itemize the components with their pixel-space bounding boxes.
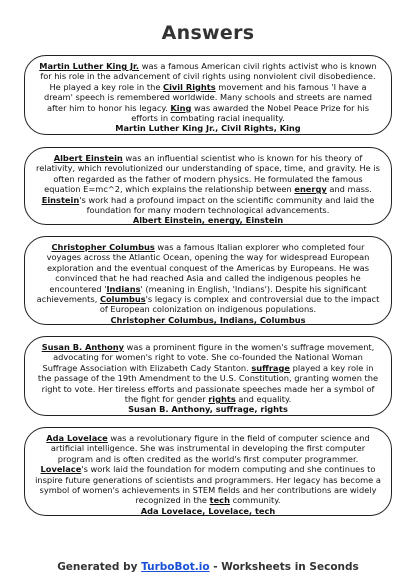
keyword: Lovelace	[40, 464, 82, 475]
answer-key: Christopher Columbus, Indians, Columbus	[110, 314, 306, 325]
paragraph-text: community.	[229, 495, 281, 506]
paragraph-text: and equality.	[235, 394, 292, 405]
keyword: Columbus	[99, 294, 146, 305]
page-title: Answers	[161, 22, 255, 44]
answer-card	[24, 336, 392, 416]
footer-suffix: - Worksheets in Seconds	[209, 561, 359, 573]
paragraph-text: was a revolutionary figure in the field of computer science and artificial intelligence. She was instrumental in developing the first computer program and is often credited as the world's first computer programmer.	[50, 433, 370, 464]
keyword: Ada Lovelace	[46, 433, 108, 443]
card-text	[38, 342, 378, 404]
keyword: Susan B. Anthony	[41, 342, 125, 352]
card-text	[36, 153, 380, 215]
footer-prefix: Generated by	[57, 561, 142, 573]
paragraph-text: played a key role in the passage of the 19th Amendment to the U.S. Constitution, granting women the right to vote. Her tireless efforts and passionate speeches made her a symbol of the fight for gender	[37, 362, 379, 405]
paragraph-text: ' (meaning in English, 'Indians'). Despite his significant achievements,	[36, 283, 367, 305]
keyword: Albert Einstein	[53, 153, 123, 163]
keyword: Christopher Columbus	[51, 242, 155, 252]
keyword: Indians	[106, 283, 141, 294]
answer-card	[24, 236, 392, 325]
keyword: rights	[208, 394, 236, 405]
answer-card	[24, 427, 392, 516]
answer-key: Martin Luther King Jr., Civil Rights, King	[115, 123, 301, 134]
paragraph-text: 's work laid the foundation for modern computing and she continues to inspire future generations of scientists and programmers. Her legacy has become a symbol of women's achievements in STEM fields and her contributions are widely recognized in the	[35, 464, 381, 506]
keyword: Civil Rights	[163, 81, 216, 92]
keyword: suffrage	[251, 362, 290, 373]
answer-key: Ada Lovelace, Lovelace, tech	[140, 505, 276, 516]
answer-key: Susan B. Anthony, suffrage, rights	[128, 404, 288, 415]
card-text	[35, 433, 381, 505]
paragraph-text: was awarded the Nobel Peace Prize for his efforts in combating racial inequality.	[131, 102, 369, 124]
keyword: Martin Luther King Jr.	[39, 61, 140, 71]
keyword: King	[170, 102, 192, 113]
paragraph-text: and mass.	[326, 184, 372, 195]
paragraph-text: was a famous Italian explorer who completed four voyages across the Atlantic Ocean, opening the way for widespread European exploration and the eventual conquest of the Americas by Europeans. He was convinced that he had reached Asia and called the indigenous peoples he encountered '	[46, 242, 370, 294]
paragraph-text: was a prominent figure in the women's suffrage movement, advocating for women's right to vote. She co-founded the National Woman Suffrage Association with Elizabeth Cady Stanton.	[42, 342, 375, 373]
keyword: energy	[294, 184, 327, 195]
card-text	[39, 61, 377, 123]
keyword: tech	[209, 495, 230, 506]
answer-key: Albert Einstein, energy, Einstein	[132, 215, 284, 226]
paragraph-text: 's work had a profound impact on the scientific community and laid the foundation for many modern technological advancements.	[79, 194, 375, 216]
paragraph-text: was an influential scientist who is known for his theory of relativity, which revolutionized our understanding of space, time, and gravity. He is often regarded as the father of modern physics. He formulated the famous equation E=mc^2, which explains the relationship between	[36, 153, 380, 195]
answer-card	[24, 55, 392, 135]
paragraph-text: 's legacy is complex and controversial due to the impact of European colonization on indigenous populations.	[99, 294, 380, 315]
card-text	[37, 242, 380, 314]
turbobot-link[interactable]: TurboBot.io	[141, 561, 210, 573]
paragraph-text: movement and his famous 'I have a dream' speech is remembered worldwide. Many schools and streets are named after him to honor his legacy.	[43, 81, 373, 113]
footer	[0, 561, 416, 573]
paragraph-text: was a famous American civil rights activist who is known for his role in the advancement of civil rights using nonviolent civil disobedience. He played a key role in the	[40, 61, 377, 92]
answer-card	[24, 147, 392, 225]
keyword: Einstein	[41, 194, 80, 205]
